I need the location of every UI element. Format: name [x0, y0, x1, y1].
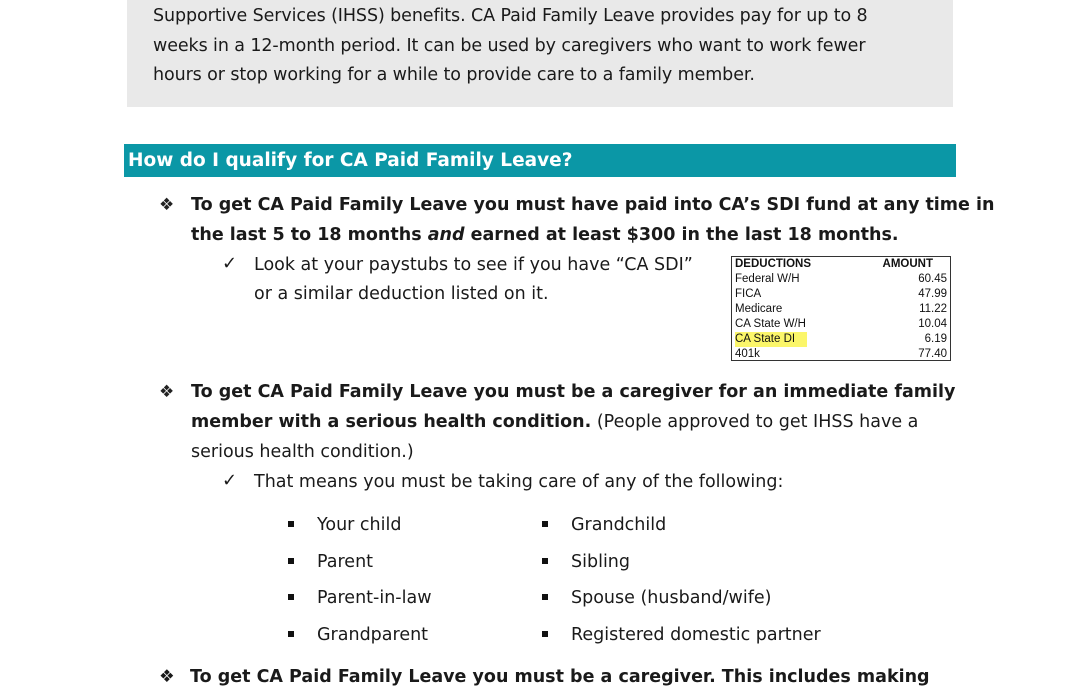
paystub-row [735, 347, 947, 362]
square-bullet-icon [542, 631, 548, 637]
paystub-row-amount: 6.19 [924, 333, 947, 345]
paystub-row-amount: 11.22 [919, 303, 947, 315]
req1-check-line-2: or a similar deduction listed on it. [254, 284, 549, 304]
intro-line-2: weeks in a 12-month period. It can be used by caregivers who want to work fewer [153, 36, 866, 56]
square-bullet-icon [542, 594, 548, 600]
family-item-spouse: Spouse (husband/wife) [571, 588, 772, 608]
family-item-parent-in-law: Parent-in-law [317, 588, 432, 608]
intro-line-1: Supportive Services (IHSS) benefits. CA Paid Family Leave provides pay for up to 8 [153, 6, 868, 26]
req2-line-1: To get CA Paid Family Leave you must be a caregiver for an immediate family [191, 382, 956, 402]
req1-line-2-a: the last 5 to 18 months [191, 225, 428, 245]
paystub-row-label: Medicare [735, 303, 783, 315]
paystub-row-amount: 10.04 [918, 318, 947, 330]
checkmark-icon: ✓ [222, 253, 238, 274]
paystub-row-amount: 60.45 [918, 273, 947, 285]
paystub-row [735, 302, 947, 317]
diamond-bullet-icon: ❖ [159, 195, 175, 215]
square-bullet-icon [542, 558, 548, 564]
paystub-row [735, 317, 947, 332]
req2-line-3: serious health condition.) [191, 442, 414, 462]
family-item-parent: Parent [317, 552, 374, 572]
paystub-row-label: 401k [735, 348, 760, 360]
diamond-bullet-icon: ❖ [159, 667, 175, 687]
square-bullet-icon [542, 521, 548, 527]
paystub-row-label: CA State W/H [735, 318, 806, 330]
section-header: How do I qualify for CA Paid Family Leave? [124, 144, 956, 177]
paystub-row-amount: 77.40 [918, 348, 947, 360]
req2-line-2-rest: (People approved to get IHSS have a [591, 412, 919, 432]
checkmark-icon: ✓ [222, 470, 238, 491]
square-bullet-icon [288, 631, 294, 637]
paystub-row-label: FICA [735, 288, 762, 300]
family-item-domestic-partner: Registered domestic partner [571, 625, 821, 645]
req2-line-2-bold: member with a serious health condition. [191, 412, 592, 432]
paystub-deductions-table [731, 256, 951, 361]
square-bullet-icon [288, 558, 294, 564]
family-item-grandparent: Grandparent [317, 625, 429, 645]
req1-check-line-1: Look at your paystubs to see if you have “CA SDI” [254, 255, 693, 275]
paystub-header-label: DEDUCTIONS [735, 258, 812, 270]
family-item-grandchild: Grandchild [571, 515, 667, 535]
paystub-row [735, 272, 947, 287]
req2-line-2 [191, 407, 918, 437]
square-bullet-icon [288, 521, 294, 527]
paystub-row-amount: 47.99 [918, 288, 947, 300]
req3-line-cutoff-text: To get CA Paid Family Leave you must be a caregiver. This includes making [190, 667, 930, 687]
req1-line-2-b: earned at least $300 in the last 18 months. [464, 225, 899, 245]
paystub-header [735, 257, 947, 272]
intro-line-3: hours or stop working for a while to provide care to a family member. [153, 65, 755, 85]
req3-line-cutoff [159, 662, 930, 692]
req1-line-2 [191, 220, 899, 250]
req1-line-1: To get CA Paid Family Leave you must have paid into CA’s SDI fund at any time in [191, 195, 995, 215]
paystub-header-amount: AMOUNT [882, 258, 933, 270]
square-bullet-icon [288, 594, 294, 600]
req1-line-2-emphasis: and [427, 225, 465, 245]
req2-check-line: That means you must be taking care of any of the following: [254, 472, 784, 492]
paystub-row [735, 287, 947, 302]
paystub-row-label: Federal W/H [735, 273, 800, 285]
family-item-sibling: Sibling [571, 552, 631, 572]
diamond-bullet-icon: ❖ [159, 382, 175, 402]
paystub-row-label-highlighted: CA State DI [735, 332, 807, 347]
paystub-row-highlighted [735, 332, 947, 347]
family-item-your-child: Your child [317, 515, 402, 535]
